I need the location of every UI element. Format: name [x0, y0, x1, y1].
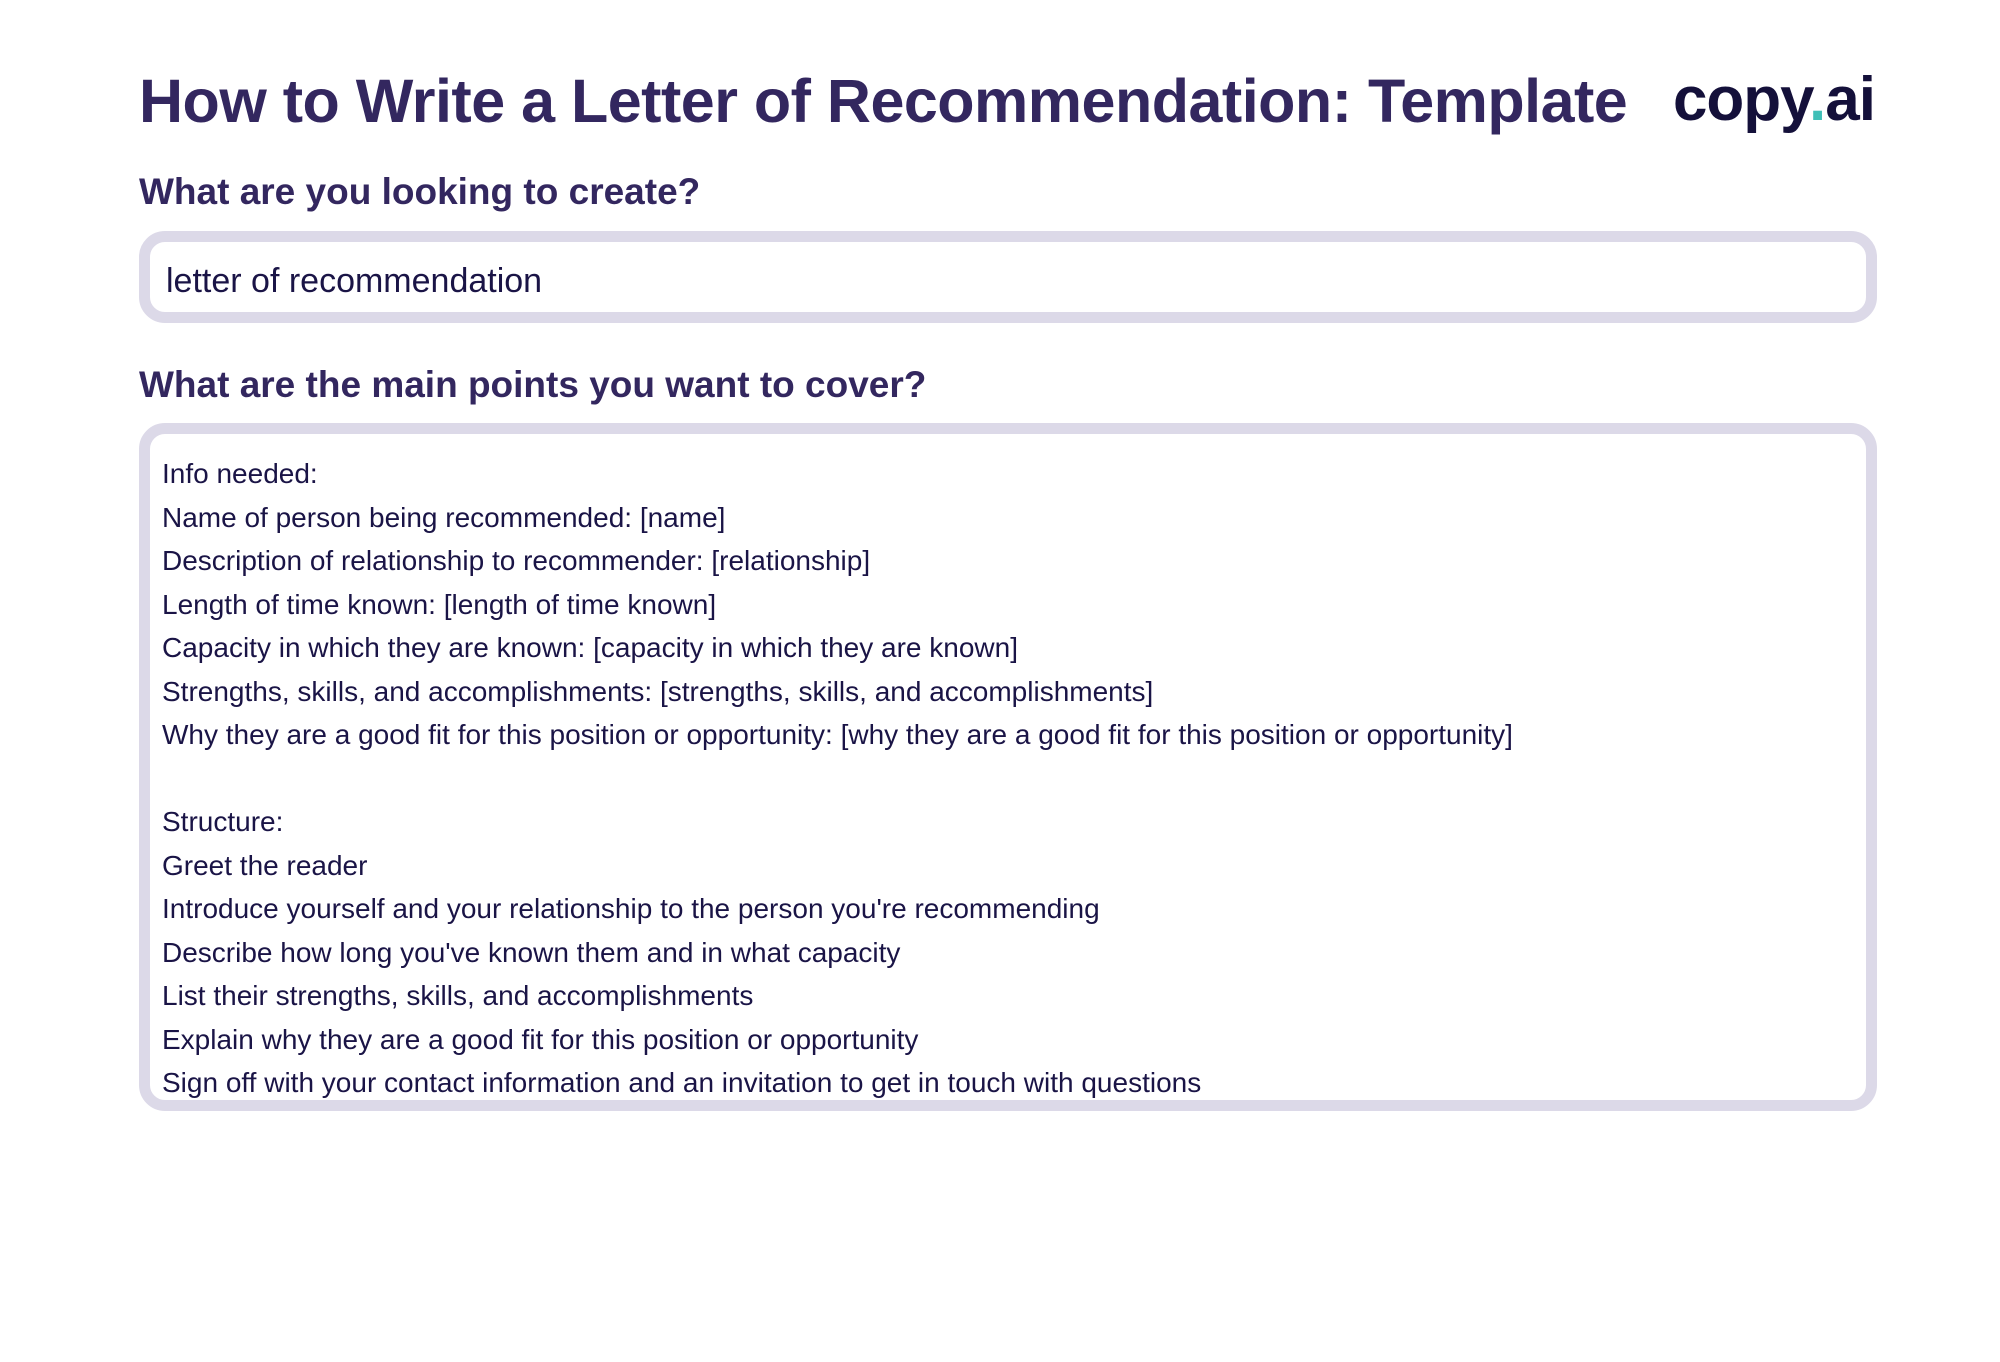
logo-text-main: copy [1672, 65, 1810, 134]
points-line: Description of relationship to recommender: [relationship] [162, 545, 871, 576]
points-textarea[interactable] [139, 423, 1877, 1111]
points-line: Greet the reader [162, 849, 368, 881]
points-line: Explain why they are a good fit for this position or opportunity [162, 1023, 919, 1055]
points-text [162, 452, 1513, 1105]
points-line: Describe how long you've known them and in what capacity [162, 936, 901, 968]
points-line: List their strengths, skills, and accomplishments [162, 980, 754, 1011]
points-line: Structure: [162, 806, 284, 837]
logo-text-suffix: ai [1825, 65, 1875, 134]
create-label: What are you looking to create? [139, 171, 701, 212]
points-line: Why they are a good fit for this position or opportunity: [why they are a good fit for this position or opportunity] [162, 719, 1513, 750]
points-line-blank [162, 757, 1513, 801]
points-label: What are the main points you want to cover? [139, 364, 927, 405]
logo-dot-icon: . [1809, 65, 1826, 134]
points-line: Info needed: [162, 458, 318, 489]
points-line: Introduce yourself and your relationship to the person you're recommending [162, 893, 1100, 924]
points-line: Name of person being recommended: [name] [162, 501, 726, 533]
copy-ai-logo [1673, 66, 1875, 134]
points-line: Strengths, skills, and accomplishments: [strengths, skills, and accomplishments] [162, 675, 1154, 707]
create-input-value: letter of recommendation [166, 262, 543, 300]
points-line: Capacity in which they are known: [capacity in which they are known] [162, 632, 1018, 663]
create-input[interactable] [139, 231, 1877, 323]
page-title: How to Write a Letter of Recommendation: Template [139, 67, 1628, 135]
points-line: Sign off with your contact information and an invitation to get in touch with questions [162, 1067, 1202, 1098]
points-line: Length of time known: [length of time known] [162, 588, 717, 620]
